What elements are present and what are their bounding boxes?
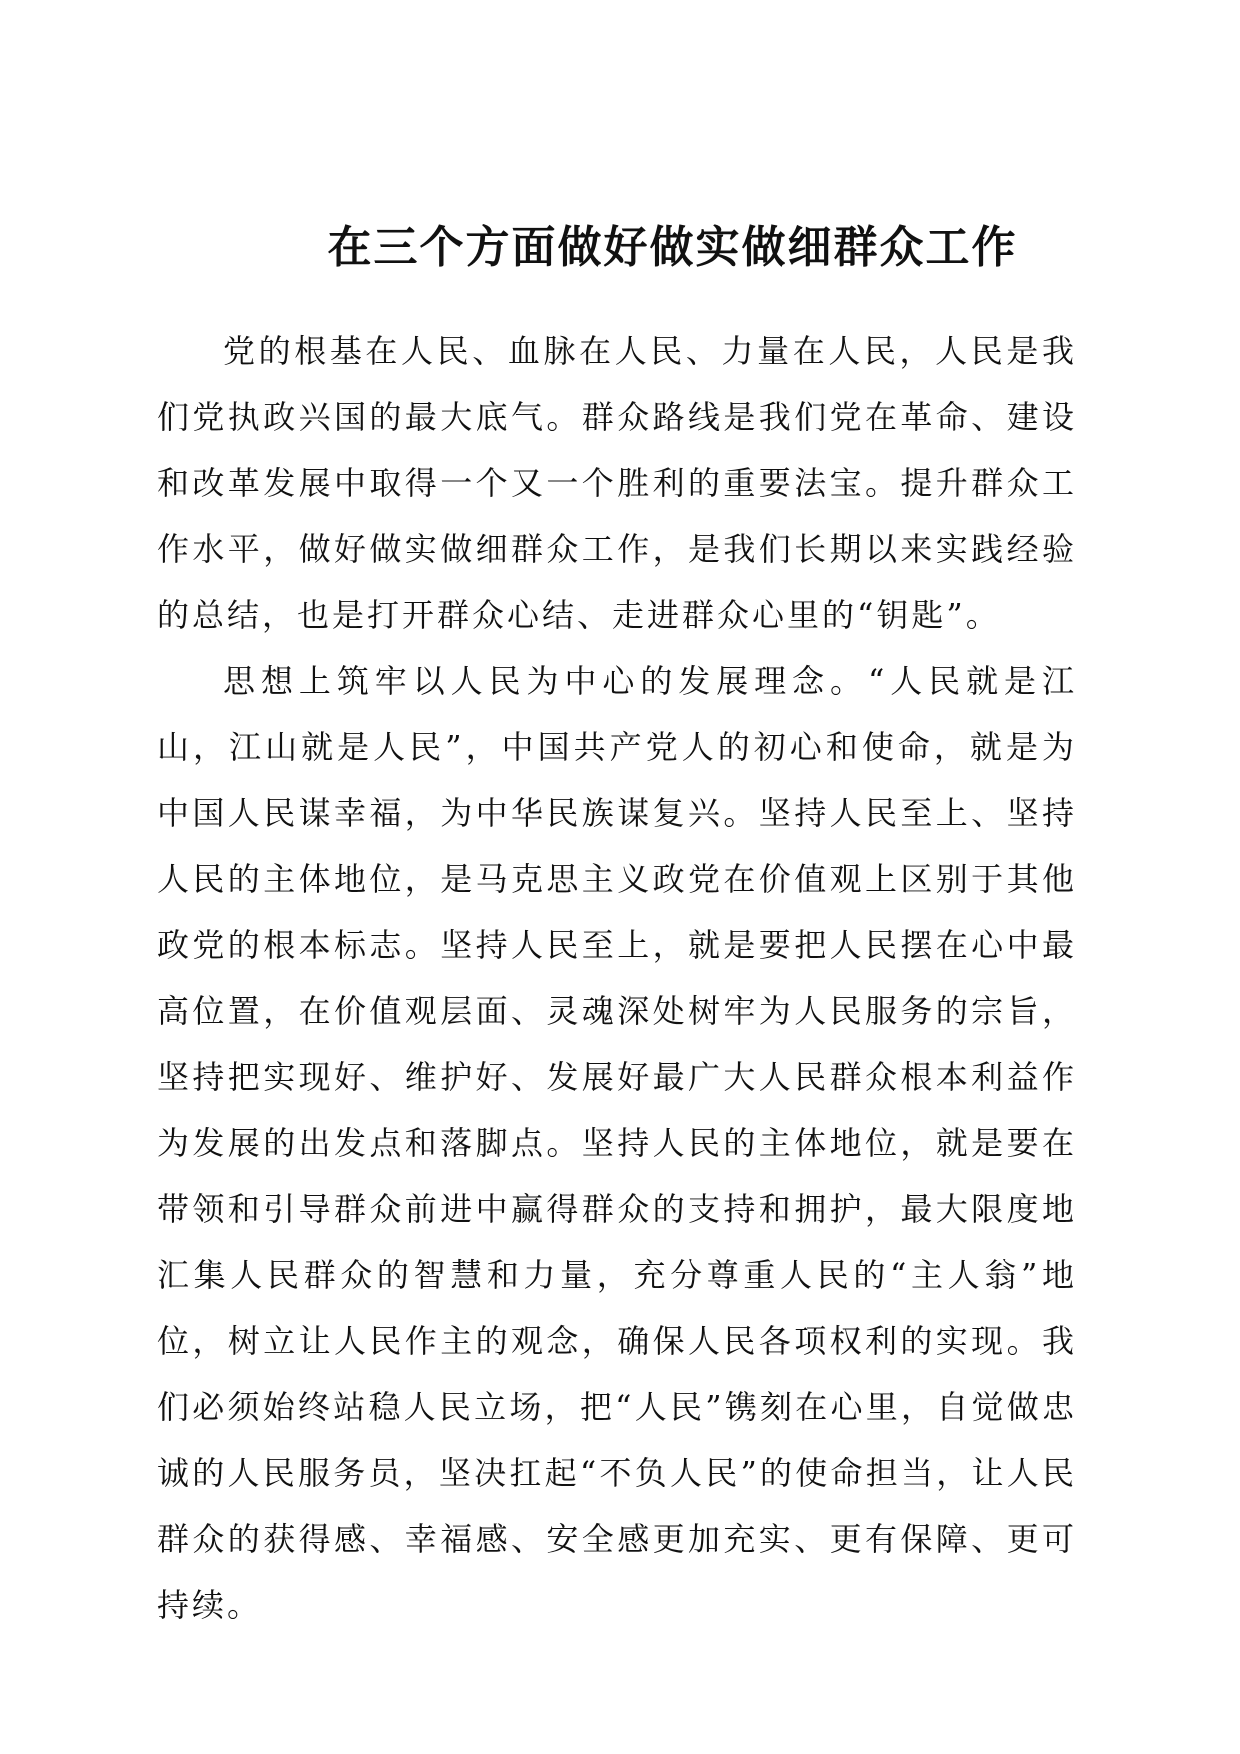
paragraph-intro: 党的根基在人民、血脉在人民、力量在人民，人民是我们党执政兴国的最大底气。群众路线是我们党在革命、建设和改革发展中取得一个又一个胜利的重要法宝。提升群众工作水平，做好做实做细群众工作，是我们长期以来实践经验的总结，也是打开群众心结、走进群众心里的“钥匙”。 — [157, 332, 1077, 634]
document-body — [157, 318, 1077, 1638]
paragraph-thinking: 思想上筑牢以人民为中心的发展理念。“人民就是江山，江山就是人民”，中国共产党人的初心和使命，就是为中国人民谋幸福，为中华民族谋复兴。坚持人民至上、坚持人民的主体地位，是马克思主义政党在价值观上区别于其他政党的根本标志。坚持人民至上，就是要把人民摆在心中最高位置，在价值观层面、灵魂深处树牢为人民服务的宗旨，坚持把实现好、维护好、发展好最广大人民群众根本利益作为发展的出发点和落脚点。坚持人民的主体地位，就是要在带领和引导群众前进中赢得群众的支持和拥护，最大限度地汇集人民群众的智慧和力量，充分尊重人民的“主人翁”地位，树立让人民作主的观念，确保人民各项权利的实现。我们必须始终站稳人民立场，把“人民”镌刻在心里，自觉做忠诚的人民服务员，坚决扛起“不负人民”的使命担当，让人民群众的获得感、幸福感、安全感更加充实、更有保障、更可持续。 — [157, 662, 1077, 1624]
document-title: 在三个方面做好做实做细群众工作 — [327, 222, 1018, 273]
